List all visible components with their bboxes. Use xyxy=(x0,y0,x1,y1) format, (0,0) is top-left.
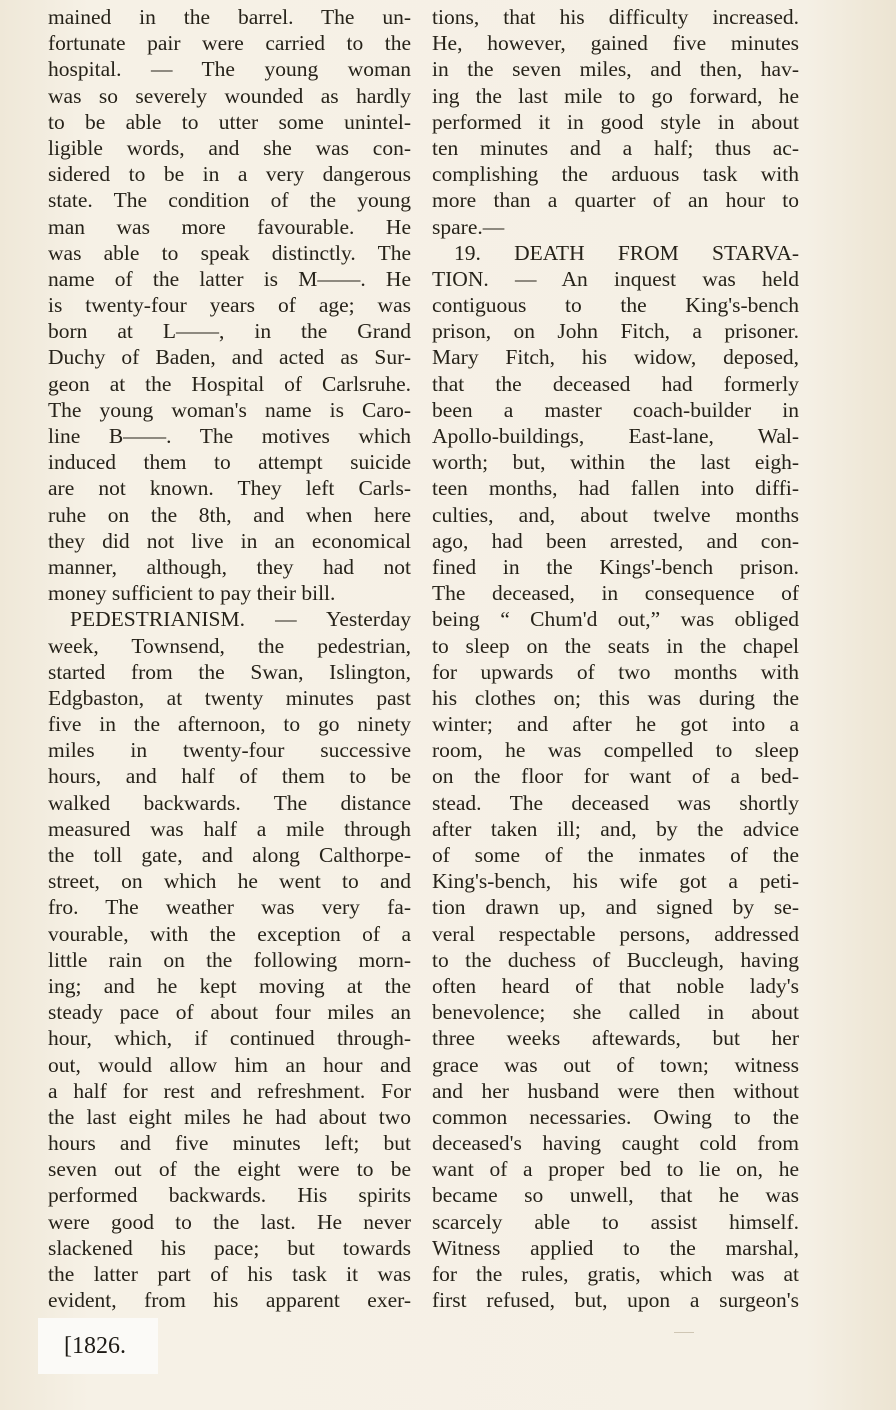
text-line: for the rules, gratis, which was at xyxy=(432,1262,799,1286)
text-line: hospital. — The young woman xyxy=(48,57,411,82)
text-line: three weeks aftewards, but her xyxy=(432,1026,799,1051)
text-line: fortunate pair were carried to the xyxy=(48,31,411,56)
text-line: steady pace of about four miles an xyxy=(48,1000,411,1025)
text-line: hour, which, if continued through- xyxy=(48,1026,411,1051)
text-line: is twenty-four years of age; was xyxy=(48,293,411,318)
text-line: prison, on John Fitch, a prisoner. xyxy=(432,319,799,344)
text-line: induced them to attempt suicide xyxy=(48,450,411,475)
text-line: born at L——, in the Grand xyxy=(48,319,411,344)
text-line: in the seven miles, and then, hav- xyxy=(432,57,799,82)
text-line: The young woman's name is Caro- xyxy=(48,397,411,422)
text-line: are not known. They left Carls- xyxy=(48,476,411,501)
right-column xyxy=(432,4,799,1313)
text-line: manner, although, they had not xyxy=(48,554,411,579)
text-line: complishing the arduous task with xyxy=(432,162,799,187)
text-line: out, would allow him an hour and xyxy=(48,1052,411,1077)
text-line: of some of the inmates of the xyxy=(432,843,799,867)
text-line: state. The condition of the young xyxy=(48,188,411,213)
text-line: King's-bench, his wife got a peti- xyxy=(432,869,799,894)
text-line: five in the afternoon, to go ninety xyxy=(48,712,411,737)
text-line: evident, from his apparent exer- xyxy=(48,1288,411,1313)
text-line: first refused, but, upon a surgeon's xyxy=(432,1288,799,1313)
text-line: line B——. The motives which xyxy=(48,424,411,448)
text-line: deceased's having caught cold from xyxy=(432,1131,799,1156)
text-line: performed it in good style in about xyxy=(432,109,799,134)
text-line: were good to the last. He never xyxy=(48,1209,411,1234)
text-line: Edgbaston, at twenty minutes past xyxy=(48,685,411,710)
text-line: man was more favourable. He xyxy=(48,214,411,239)
text-line: The deceased, in consequence of xyxy=(432,581,799,606)
text-line: spare.— xyxy=(432,214,505,239)
text-line: being “ Chum'd out,” was obliged xyxy=(432,607,799,632)
text-line: miles in twenty-four successive xyxy=(48,738,411,763)
text-line: to the duchess of Buccleugh, having xyxy=(432,947,799,972)
text-line: culties, and, about twelve months xyxy=(432,502,799,527)
text-line: scarcely able to assist himself. xyxy=(432,1209,799,1234)
text-line: more than a quarter of an hour to xyxy=(432,188,799,213)
text-line: fro. The weather was very fa- xyxy=(48,895,411,920)
text-line: PEDESTRIANISM. — Yesterday xyxy=(70,607,411,632)
text-line: 19. DEATH FROM STARVA- xyxy=(454,240,799,265)
text-line: ligible words, and she was con- xyxy=(48,135,411,160)
text-line: performed backwards. His spirits xyxy=(48,1183,411,1208)
text-line: veral respectable persons, addressed xyxy=(432,921,799,946)
text-line: walked backwards. The distance xyxy=(48,790,411,815)
text-line: want of a proper bed to lie on, he xyxy=(432,1157,799,1182)
text-line: to sleep on the seats in the chapel xyxy=(432,633,799,658)
text-line: money sufficient to pay their bill. xyxy=(48,581,336,606)
text-line: fined in the Kings'-bench prison. xyxy=(432,554,799,579)
text-line: a half for rest and refreshment. For xyxy=(48,1078,411,1103)
text-line: on the floor for want of a bed- xyxy=(432,764,799,789)
text-line: tions, that his difficulty increased. xyxy=(432,5,799,29)
text-line: the latter part of his task it was xyxy=(48,1262,411,1286)
text-line: for upwards of two months with xyxy=(432,659,799,684)
text-line: became so unwell, that he was xyxy=(432,1183,799,1208)
text-line: was able to speak distinctly. The xyxy=(48,240,411,265)
text-line: street, on which he went to and xyxy=(48,869,411,894)
text-line: room, he was compelled to sleep xyxy=(432,738,799,763)
text-line: that the deceased had formerly xyxy=(432,371,799,396)
text-line: mained in the barrel. The un- xyxy=(48,5,411,29)
text-line: Witness applied to the marshal, xyxy=(432,1235,799,1260)
text-line: the last eight miles he had about two xyxy=(48,1104,411,1129)
text-line: contiguous to the King's-bench xyxy=(432,293,799,318)
text-line: the toll gate, and along Calthorpe- xyxy=(48,843,411,867)
text-line: stead. The deceased was shortly xyxy=(432,790,799,815)
page-mark xyxy=(674,1332,694,1333)
text-line: and her husband were then without xyxy=(432,1078,799,1103)
text-line: ing the last mile to go forward, he xyxy=(432,83,799,108)
text-line: his clothes on; this was during the xyxy=(432,685,799,710)
text-line: worth; but, within the last eigh- xyxy=(432,450,799,475)
text-line: vourable, with the exception of a xyxy=(48,921,411,946)
left-column xyxy=(48,4,411,1313)
text-line: often heard of that noble lady's xyxy=(432,973,799,998)
text-line: ago, had been arrested, and con- xyxy=(432,528,799,553)
text-line: name of the latter is M——. He xyxy=(48,266,411,291)
text-line: ruhe on the 8th, and when here xyxy=(48,502,411,527)
text-line: geon at the Hospital of Carlsruhe. xyxy=(48,371,411,396)
text-line: benevolence; she called in about xyxy=(432,1000,799,1025)
text-line: winter; and after he got into a xyxy=(432,712,799,737)
text-line: been a master coach-builder in xyxy=(432,397,799,422)
text-line: grace was out of town; witness xyxy=(432,1052,799,1077)
text-line: was so severely wounded as hardly xyxy=(48,83,411,108)
text-line: to be able to utter some unintel- xyxy=(48,109,411,134)
text-line: they did not live in an economical xyxy=(48,528,411,553)
text-line: He, however, gained five minutes xyxy=(432,31,799,56)
text-line: sidered to be in a very dangerous xyxy=(48,162,411,187)
text-line: slackened his pace; but towards xyxy=(48,1235,411,1260)
text-line: seven out of the eight were to be xyxy=(48,1157,411,1182)
text-line: measured was half a mile through xyxy=(48,816,411,841)
text-line: Duchy of Baden, and acted as Sur- xyxy=(48,345,411,370)
text-line: ten minutes and a half; thus ac- xyxy=(432,135,799,160)
footer-year: [1826. xyxy=(38,1318,158,1374)
text-line: hours, and half of them to be xyxy=(48,764,411,789)
text-line: tion drawn up, and signed by se- xyxy=(432,895,799,920)
text-line: hours and five minutes left; but xyxy=(48,1131,411,1156)
text-line: teen months, had fallen into diffi- xyxy=(432,476,799,501)
text-line: ing; and he kept moving at the xyxy=(48,973,411,998)
text-line: common necessaries. Owing to the xyxy=(432,1104,799,1129)
text-line: Apollo-buildings, East-lane, Wal- xyxy=(432,424,799,448)
text-line: after taken ill; and, by the advice xyxy=(432,816,799,841)
text-line: TION. — An inquest was held xyxy=(432,266,799,291)
text-line: started from the Swan, Islington, xyxy=(48,659,411,684)
text-line: week, Townsend, the pedestrian, xyxy=(48,633,411,658)
text-line: little rain on the following morn- xyxy=(48,947,411,972)
text-line: Mary Fitch, his widow, deposed, xyxy=(432,345,799,370)
